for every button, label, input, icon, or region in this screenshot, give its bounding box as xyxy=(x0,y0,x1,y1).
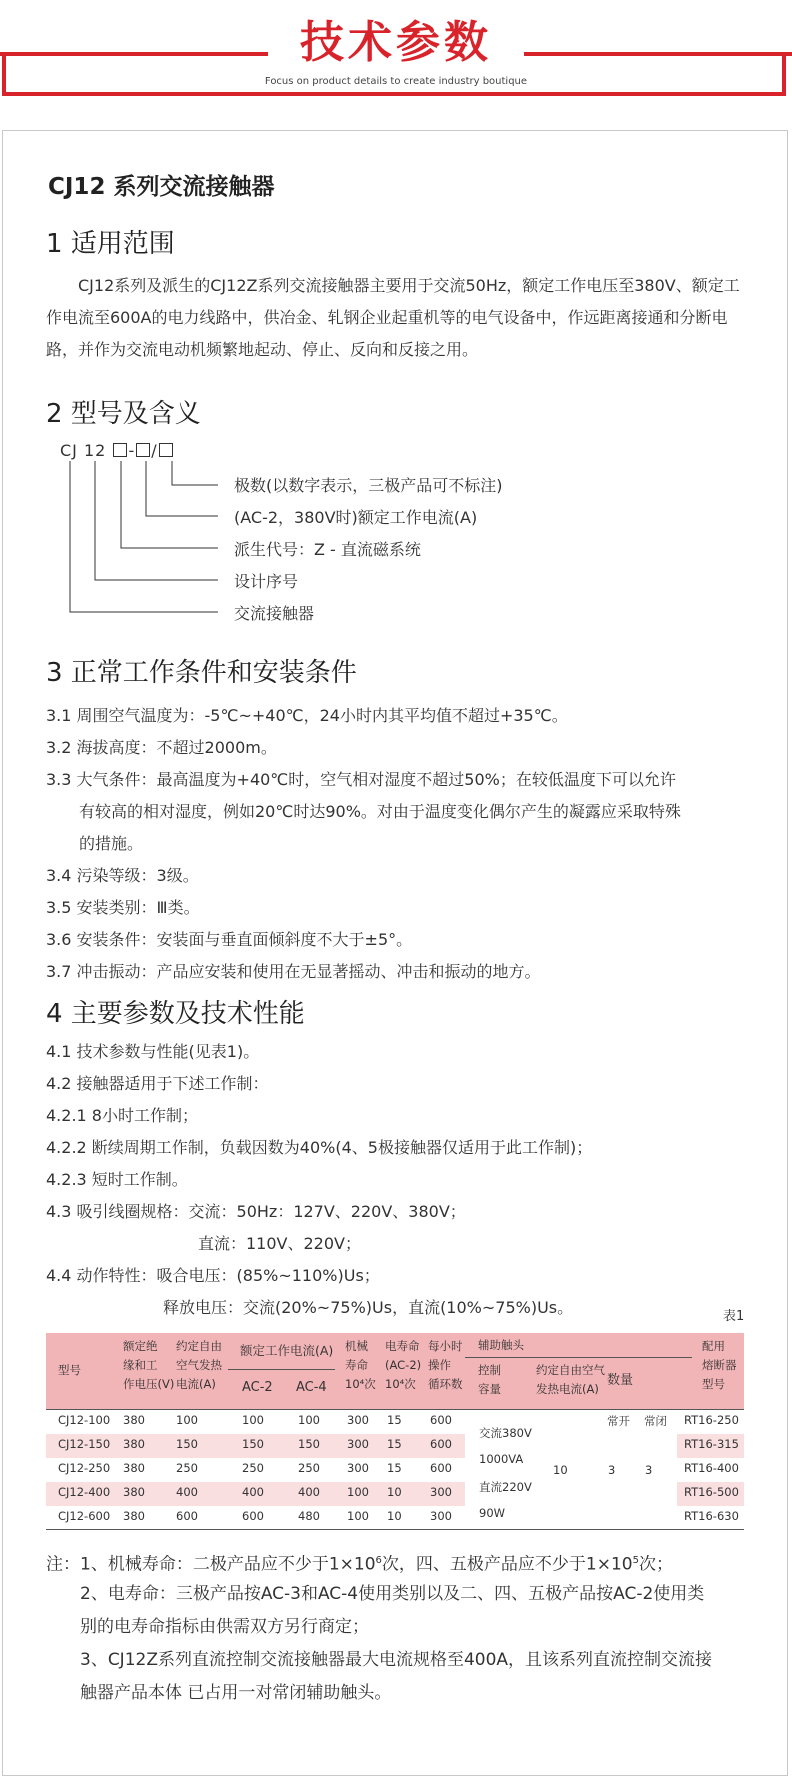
th-count: 数量 xyxy=(607,1373,634,1388)
td-ac2: 100 xyxy=(242,1413,264,1427)
table-rule xyxy=(46,1529,744,1530)
condition-item: 3.1 周围空气温度为：-5℃~+40℃，24小时内其平均值不超过+35℃。 xyxy=(46,706,568,725)
td-ops: 600 xyxy=(430,1461,452,1475)
section-2-heading: 2 型号及含义 xyxy=(46,399,201,429)
table-rule xyxy=(228,1369,335,1370)
td-control-capacity: 90W xyxy=(479,1506,506,1520)
model-annotation-current: (AC-2，380V时)额定工作电流(A) xyxy=(234,508,478,527)
td-ac4: 400 xyxy=(298,1485,320,1499)
th-fuse-model: 配用 熔断器 型号 xyxy=(702,1339,737,1391)
header-subtitle: Focus on product details to create industry boutique xyxy=(264,76,528,87)
note-line-1: 注：1、机械寿命：二极产品应不少于$1\times 10^6$次，四、五极产品应不少于$1\times 10^5$次； xyxy=(46,1554,673,1575)
note-line: 触器产品本体 已占用一对常闭辅助触头。 xyxy=(80,1683,392,1703)
th-ac2: AC-2 xyxy=(242,1380,273,1395)
td-ac2: 150 xyxy=(242,1437,264,1451)
th-ac4: AC-4 xyxy=(296,1380,327,1395)
td-model: CJ12-100 xyxy=(58,1413,111,1427)
section-4-heading: 4 主要参数及技术性能 xyxy=(46,999,305,1029)
td-fuse: RT16-250 xyxy=(684,1413,739,1427)
model-annotation-type: 交流接触器 xyxy=(234,604,315,623)
td-control-capacity: 1000VA xyxy=(479,1452,524,1466)
td-mech: 300 xyxy=(347,1461,369,1475)
note-line: 2、电寿命：三极产品按AC-3和AC-4使用类别以及二、四、五极产品按AC-2使用类 xyxy=(80,1584,705,1604)
spec-line: 4.2.2 断续周期工作制，负载因数为40%(4、5极接触器仅适用于此工作制)； xyxy=(46,1138,593,1157)
condition-item: 3.6 安装条件：安装面与垂直面倾斜度不大于±5°。 xyxy=(46,930,413,949)
th-rated-current: 额定工作电流(A) xyxy=(240,1343,334,1358)
td-v: 380 xyxy=(123,1413,145,1427)
th-aux-thermal-current: 约定自由空气 发热电流(A) xyxy=(536,1363,605,1396)
spec-line: 直流：110V、220V； xyxy=(198,1234,361,1253)
td-ops: 300 xyxy=(430,1485,452,1499)
td-elec: 15 xyxy=(387,1461,402,1475)
td-ops: 600 xyxy=(430,1437,452,1451)
model-slash: / xyxy=(151,441,158,460)
section-3-heading: 3 正常工作条件和安装条件 xyxy=(46,658,357,688)
td-mech: 300 xyxy=(347,1437,369,1451)
table-rule xyxy=(465,1357,692,1358)
th-control-capacity: 控制 容量 xyxy=(478,1363,501,1396)
td-no-count: 3 xyxy=(608,1463,616,1477)
spec-line: 4.2.1 8小时工作制； xyxy=(46,1106,198,1125)
condition-item-cont: 有较高的相对湿度，例如20℃时达90%。对由于温度变化偶尔产生的凝露应采取特殊 xyxy=(79,802,681,821)
td-ith: 600 xyxy=(176,1509,198,1523)
td-control-capacity: 直流220V xyxy=(479,1480,532,1494)
td-v: 380 xyxy=(123,1461,145,1475)
td-v: 380 xyxy=(123,1437,145,1451)
spec-line: 4.4 动作特性：吸合电压：(85%~110%)Us； xyxy=(46,1266,380,1285)
spec-line: 4.3 吸引线圈规格：交流：50Hz：127V、220V、380V； xyxy=(46,1202,466,1221)
th-elec-life: 电寿命 (AC-2) 10⁴次 xyxy=(385,1339,422,1391)
condition-item: 3.4 污染等级：3级。 xyxy=(46,866,199,885)
condition-item: 3.2 海拔高度：不超过2000m。 xyxy=(46,738,277,757)
td-fuse: RT16-500 xyxy=(684,1485,739,1499)
td-elec: 15 xyxy=(387,1437,402,1451)
th-model: 型号 xyxy=(58,1363,81,1377)
td-ac4: 250 xyxy=(298,1461,320,1475)
td-fuse: RT16-400 xyxy=(684,1461,739,1475)
model-annotation-derived: 派生代号：Z - 直流磁系统 xyxy=(234,540,421,559)
th-aux-contacts: 辅助触头 xyxy=(478,1338,524,1352)
td-normally-closed-label: 常闭 xyxy=(644,1414,667,1428)
td-ac4: 480 xyxy=(298,1509,320,1523)
spec-line: 释放电压：交流(20%~75%)Us，直流(10%~75%)Us。 xyxy=(163,1298,574,1317)
td-v: 380 xyxy=(123,1485,145,1499)
td-ac2: 250 xyxy=(242,1461,264,1475)
td-ith: 400 xyxy=(176,1485,198,1499)
condition-item: 3.3 大气条件：最高温度为+40℃时，空气相对湿度不超过50%；在较低温度下可以允许 xyxy=(46,770,676,789)
th-ops-per-hour: 每小时 操作 循环数 xyxy=(428,1339,463,1391)
condition-item: 3.7 冲击振动：产品应安装和使用在无显著摇动、冲击和振动的地方。 xyxy=(46,962,541,981)
td-ith: 100 xyxy=(176,1413,198,1427)
td-control-capacity: 交流380V xyxy=(479,1426,532,1440)
td-elec: 10 xyxy=(387,1485,402,1499)
td-mech: 100 xyxy=(347,1509,369,1523)
section-1-text: CJ12系列及派生的CJ12Z系列交流接触器主要用于交流50Hz，额定工作电压至380V、额定工作电流至600A的电力线路中，供冶金、轧钢企业起重机等的电气设备中，作远距离接通和分断电路，并作为交流电动机频繁地起动、停止、反向和反接之用。 xyxy=(46,276,740,359)
section-1-heading: 1 适用范围 xyxy=(46,229,175,259)
td-normally-open-label: 常开 xyxy=(607,1414,630,1428)
td-elec: 10 xyxy=(387,1509,402,1523)
td-fuse: RT16-630 xyxy=(684,1509,739,1523)
spec-line: 4.1 技术参数与性能(见表1)。 xyxy=(46,1042,260,1061)
td-elec: 15 xyxy=(387,1413,402,1427)
td-mech: 300 xyxy=(347,1413,369,1427)
table-caption: 表1 xyxy=(723,1309,745,1324)
td-ith: 150 xyxy=(176,1437,198,1451)
note-line: 3、CJ12Z系列直流控制交流接触器最大电流规格至400A，且该系列直流控制交流接 xyxy=(80,1650,713,1670)
td-ith: 250 xyxy=(176,1461,198,1475)
condition-item: 3.5 安装类别：Ⅲ类。 xyxy=(46,898,200,917)
th-thermal-current: 约定自由 空气发热 电流(A) xyxy=(176,1339,222,1391)
document-title: CJ12 系列交流接触器 xyxy=(48,174,275,200)
condition-item-cont: 的措施。 xyxy=(79,834,144,853)
note-line: 别的电寿命指标由供需双方另行商定； xyxy=(80,1617,369,1637)
spec-line: 4.2 接触器适用于下述工作制： xyxy=(46,1074,269,1093)
model-dash: - xyxy=(128,441,136,460)
th-insulation-voltage: 额定绝 缘和工 作电压(V) xyxy=(123,1339,175,1391)
td-model: CJ12-600 xyxy=(58,1509,111,1523)
td-ac2: 600 xyxy=(242,1509,264,1523)
td-model: CJ12-400 xyxy=(58,1485,111,1499)
td-model: CJ12-250 xyxy=(58,1461,111,1475)
td-ac4: 100 xyxy=(298,1413,320,1427)
model-annotation-poles: 极数(以数字表示，三极产品可不标注) xyxy=(234,476,503,495)
header-title: 技术参数 xyxy=(300,17,492,68)
td-fuse: RT16-315 xyxy=(684,1437,739,1451)
td-v: 380 xyxy=(123,1509,145,1523)
td-ops: 300 xyxy=(430,1509,452,1523)
td-nc-count: 3 xyxy=(645,1463,653,1477)
td-ac4: 150 xyxy=(298,1437,320,1451)
model-prefix: CJ 12 xyxy=(60,441,107,460)
td-ac2: 400 xyxy=(242,1485,264,1499)
spec-line: 4.2.3 短时工作制。 xyxy=(46,1170,188,1189)
th-mech-life: 机械 寿命 10⁴次 xyxy=(345,1339,376,1391)
td-model: CJ12-150 xyxy=(58,1437,111,1451)
model-annotation-design: 设计序号 xyxy=(234,572,299,591)
td-mech: 100 xyxy=(347,1485,369,1499)
td-ops: 600 xyxy=(430,1413,452,1427)
td-aux-thermal-current: 10 xyxy=(553,1463,568,1477)
